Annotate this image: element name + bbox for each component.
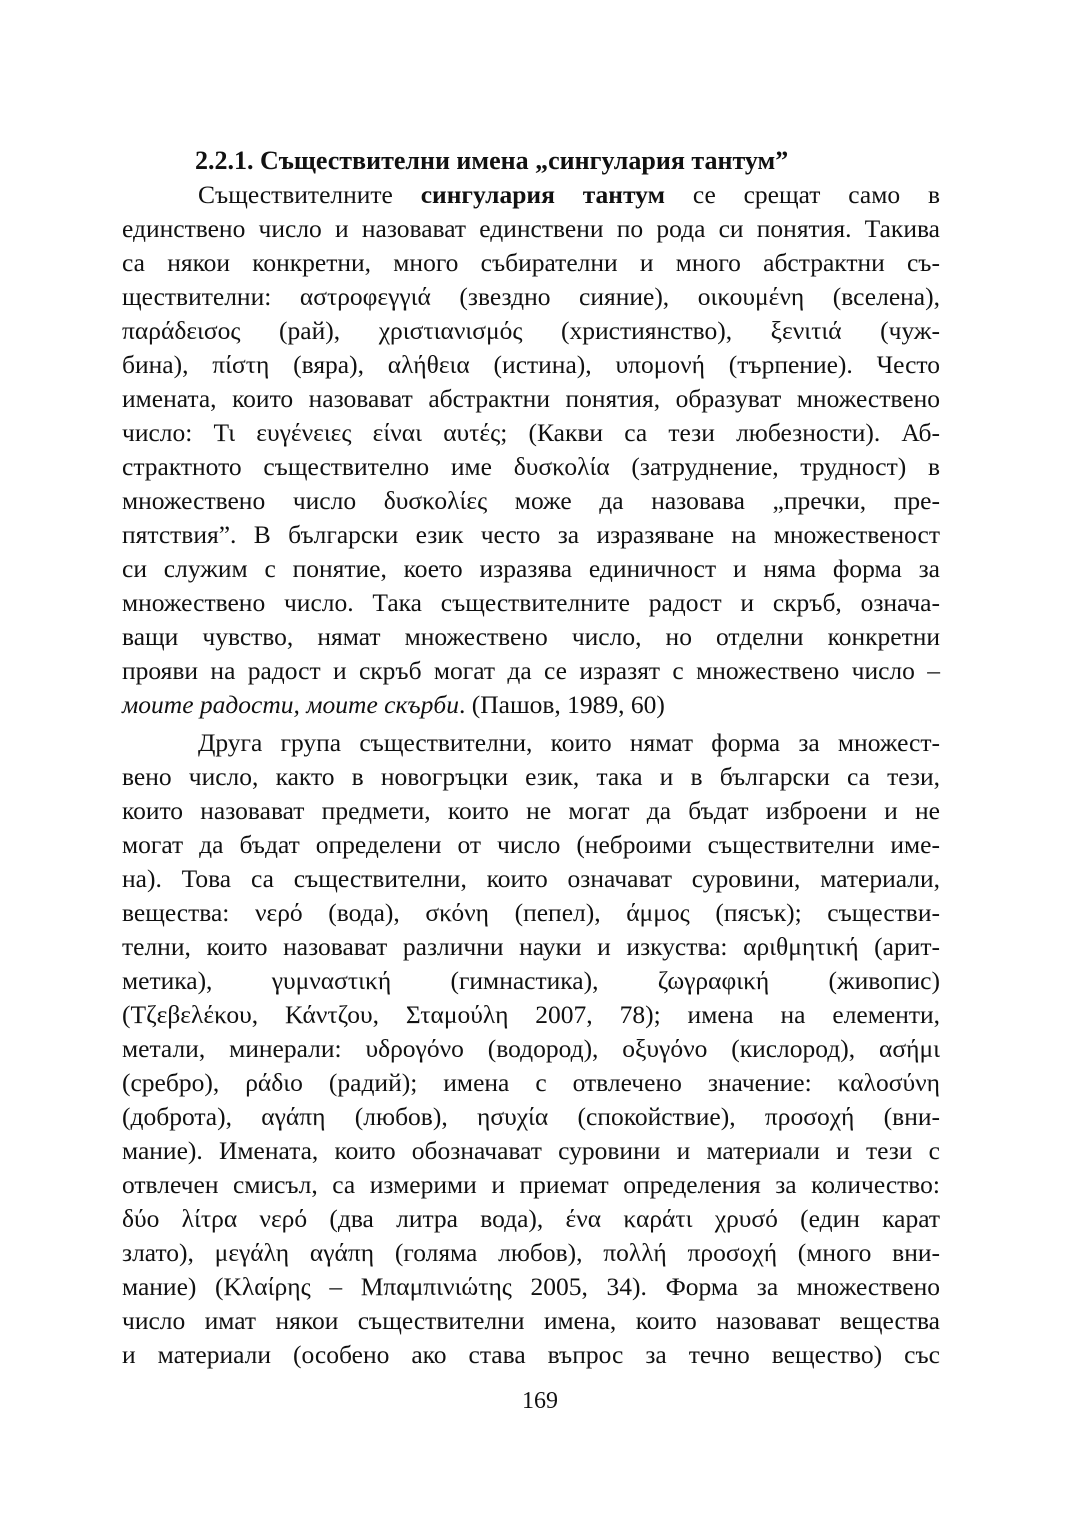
paragraph-1-line bbox=[198, 178, 940, 212]
paragraph-2-line: (Τζεβελέκου, Κάντζου, Σταμούλη 2007, 78); имена на елементи, bbox=[122, 1000, 940, 1029]
paragraph-2-line: и материали (особено ако става въпрос за течно вещество) със bbox=[122, 1340, 940, 1369]
paragraph-1-line: са някои конкретни, много събирателни и много абстрактни съ- bbox=[122, 248, 940, 277]
paragraph-2-line: метика), γυμναστική (гимнастика), ζωγραφική (живопис) bbox=[122, 966, 940, 995]
bold-term: сингулария тантум bbox=[420, 180, 665, 209]
paragraph-1-line: множествено число. Така съществителните радост и скръб, означа- bbox=[122, 588, 940, 617]
paragraph-2-line: мание). Имената, които обозначават суровини и материали и тези с bbox=[122, 1136, 940, 1165]
paragraph-2-line: вещества: νερό (вода), σκόνη (пепел), άμμος (пясък); съществи- bbox=[122, 898, 940, 927]
paragraph-1-line: παράδεισος (рай), χριστιανισμός (християнство), ξενιτιά (чуж- bbox=[122, 316, 940, 345]
paragraph-1-line: ществителни: αστροφεγγιά (звездно сияние), οικουμένη (вселена), bbox=[122, 282, 940, 311]
paragraph-2-line: вено число, както в новогръцки език, така и в български са тези, bbox=[122, 762, 940, 791]
paragraph-2-line: на). Това са съществителни, които означават суровини, материали, bbox=[122, 864, 940, 893]
paragraph-1-line: число: Τι ευγένειες είναι αυτές; (Какви са тези любезности). Аб- bbox=[122, 418, 940, 447]
paragraph-2-line: Друга група съществителни, които нямат форма за множест- bbox=[198, 728, 940, 757]
paragraph-2-line: (доброта), αγάπη (любов), ησυχία (спокойствие), προσοχή (вни- bbox=[122, 1102, 940, 1131]
paragraph-1-line: бина), πίστη (вяра), αλήθεια (истина), υπομονή (търпение). Често bbox=[122, 350, 940, 379]
paragraph-1-line: единствено число и назовават единствени по рода си понятия. Такива bbox=[122, 214, 940, 243]
paragraph-2-line: които назовават предмети, които не могат да бъдат изброени и не bbox=[122, 796, 940, 825]
paragraph-2-line: злато), μεγάλη αγάπη (голяма любов), πολλή προσοχή (много вни- bbox=[122, 1238, 940, 1267]
paragraph-1-line: страктното съществително име δυσκολία (затруднение, трудност) в bbox=[122, 452, 940, 481]
italic-example: моите радости, моите скърби bbox=[122, 690, 459, 719]
paragraph-2-line: могат да бъдат определени от число (неброими съществителни име- bbox=[122, 830, 940, 859]
paragraph-2-line: мание) (Κλαίρης – Μπαμπινιώτης 2005, 34). Форма за множествено bbox=[122, 1272, 940, 1301]
paragraph-2-line: число имат някои съществителни имена, които назовават вещества bbox=[122, 1306, 940, 1335]
text-run: се срещат само в bbox=[664, 180, 940, 209]
text-run: Съществителните bbox=[198, 180, 421, 209]
paragraph-2-line: метали, минерали: υδρογόνο (водород), οξυγόνο (кислород), ασήμι bbox=[122, 1034, 940, 1063]
paragraph-2-line: телни, които назовават различни науки и изкуства: αριθμητική (арит- bbox=[122, 932, 940, 961]
paragraph-1-line: прояви на радост и скръб могат да се изразят с множествено число – bbox=[122, 656, 940, 685]
paragraph-1-line: имената, които назовават абстрактни понятия, образуват множествено bbox=[122, 384, 940, 413]
section-heading: 2.2.1. Съществителни имена „сингулария тантум” bbox=[195, 146, 789, 175]
paragraph-1-line: си служим с понятие, което изразява единичност и няма форма за bbox=[122, 554, 940, 583]
paragraph-1-line: множествено число δυσκολίες може да назовава „пречки, пре- bbox=[122, 486, 940, 515]
paragraph-1-line: ващи чувство, нямат множествено число, но отделни конкретни bbox=[122, 622, 940, 651]
paragraph-2-line: δύο λίτρα νερό (два литра вода), ένα καράτι χρυσό (един карат bbox=[122, 1204, 940, 1233]
citation: . (Пашов, 1989, 60) bbox=[458, 690, 665, 719]
paragraph-1-line bbox=[122, 688, 940, 722]
paragraph-2-line: (сребро), ράδιο (радий); имена с отвлечено значение: καλοσύνη bbox=[122, 1068, 940, 1097]
paragraph-2-line: отвлечен смисъл, са измерими и приемат определения за количество: bbox=[122, 1170, 940, 1199]
page-number: 169 bbox=[522, 1388, 558, 1414]
paragraph-1-line: пятствия”. В български език често за изразяване на множественост bbox=[122, 520, 940, 549]
